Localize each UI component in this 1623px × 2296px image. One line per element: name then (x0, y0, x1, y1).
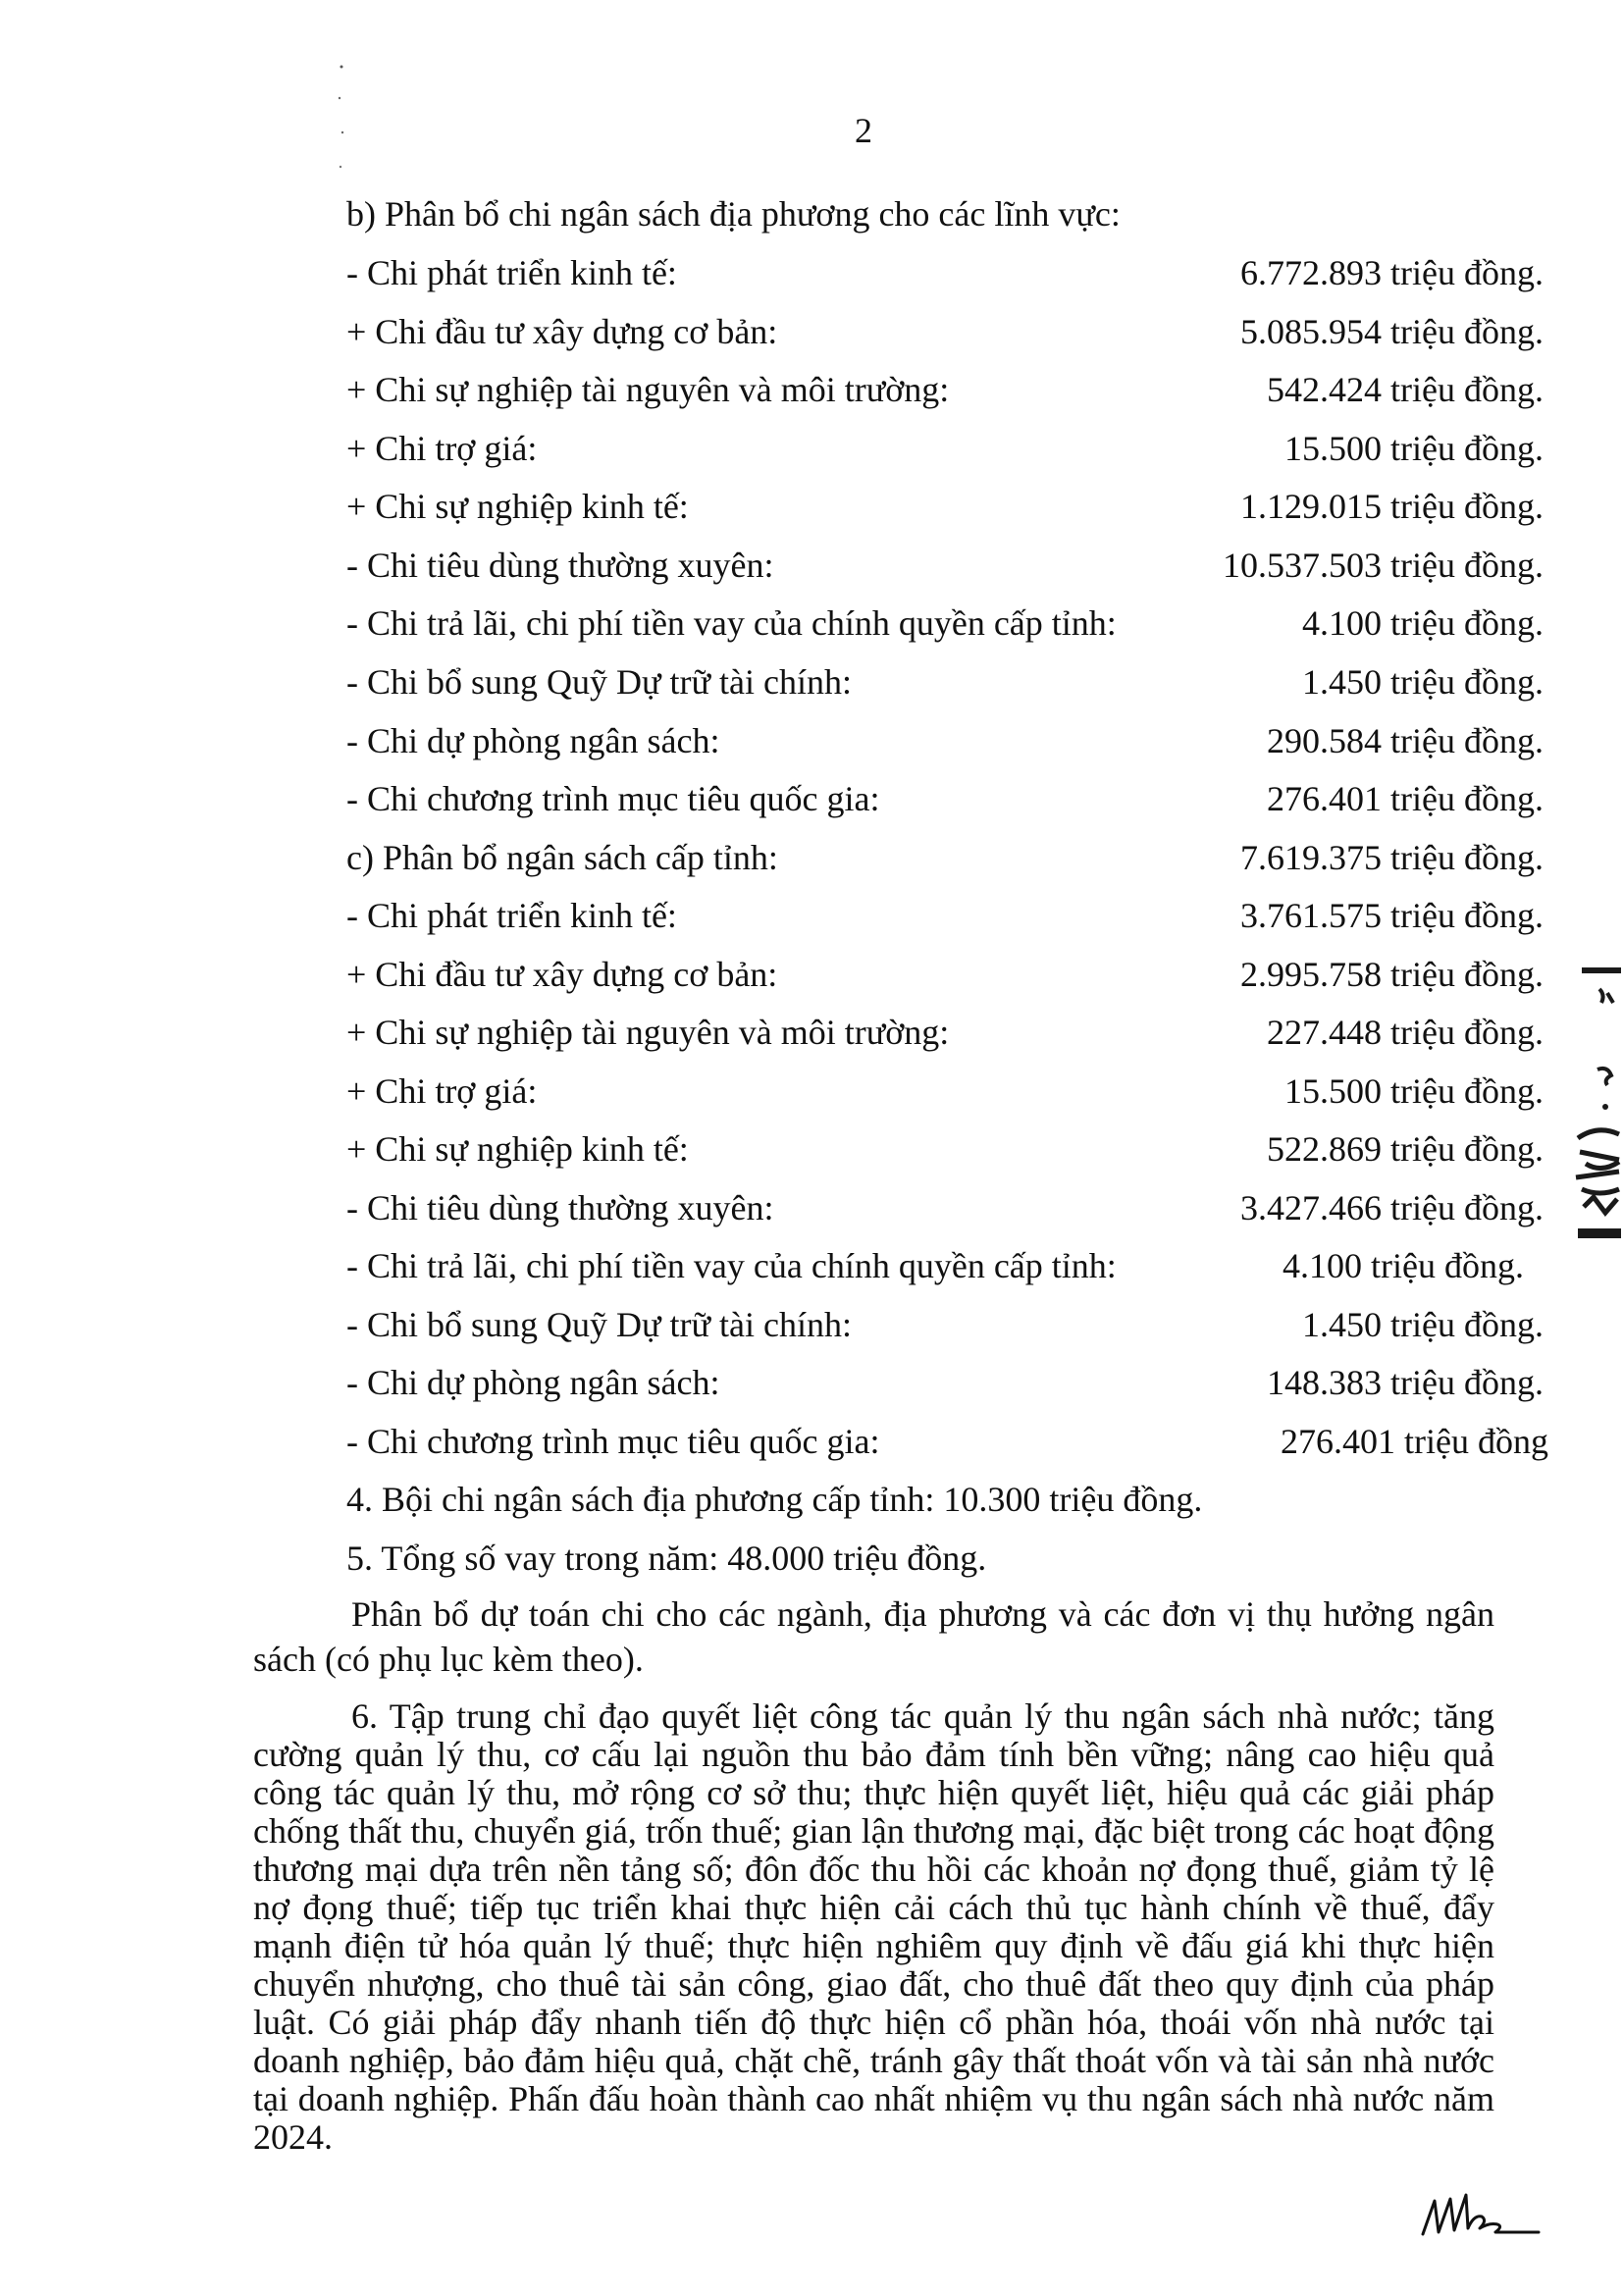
section-b-row (346, 654, 1544, 709)
item-6-paragraph: 6. Tập trung chỉ đạo quyết liệt công tác quản lý thu ngân sách nhà nước; tăng cường quản lý thu, cơ cấu lại nguồn thu bảo đảm tính bền vững; nâng cao hiệu quả công tác quản lý thu, mở rộng cơ sở thu; thực hiện quyết liệt, hiệu quả các giải pháp chống thất thu, chuyển giá, trốn thuế; gian lận thương mại, đặc biệt trong các hoạt động thương mại dựa trên nền tảng số; đôn đốc thu hồi các khoản nợ đọng thuế, giảm tỷ lệ nợ đọng thuế; tiếp tục triển khai thực hiện cải cách thủ tục hành chính về thuế, đẩy mạnh điện tử hóa quản lý thuế; thực hiện nghiêm quy định về đấu giá khi thực hiện chuyển nhượng, cho thuê tài sản công, giao đất, cho thuê đất theo quy định của pháp luật. Có giải pháp đẩy nhanh tiến độ thực hiện cổ phần hóa, thoái vốn nhà nước tại doanh nghiệp, bảo đảm hiệu quả, chặt chẽ, tránh gây thất thoát vốn và tài sản nhà nước tại doanh nghiệp. Phấn đấu hoàn thành cao nhất nhiệm vụ thu ngân sách nhà nước năm 2024. (253, 1696, 1494, 2157)
row-label: - Chi phát triển kinh tế: (346, 896, 677, 935)
row-amount: 148.383 triệu đồng. (1267, 1363, 1544, 1402)
row-amount: 3.761.575 triệu đồng. (1240, 896, 1544, 935)
row-amount: 6.772.893 triệu đồng. (1240, 253, 1544, 292)
row-amount: 290.584 triệu đồng. (1267, 721, 1544, 760)
row-label: + Chi sự nghiệp kinh tế: (346, 1129, 689, 1169)
section-c-row (346, 1122, 1544, 1176)
row-amount: 1.129.015 triệu đồng. (1240, 487, 1544, 526)
section-b-row (346, 713, 1544, 768)
row-label: - Chi phát triển kinh tế: (346, 253, 677, 292)
section-b-row (346, 596, 1544, 651)
section-c-row (346, 1297, 1544, 1352)
allocation-paragraph: Phân bổ dự toán chi cho các ngành, địa phương và các đơn vị thụ hưởng ngân sách (có phụ lục kèm theo). (253, 1594, 1494, 1679)
item-4-deficit: 4. Bội chi ngân sách địa phương cấp tỉnh: 10.300 triệu đồng. (346, 1480, 1203, 1519)
row-amount: 3.427.466 triệu đồng. (1240, 1188, 1544, 1227)
section-c-heading-row (346, 830, 1544, 885)
section-c-row (346, 947, 1544, 1002)
section-c-row (346, 888, 1544, 943)
item-5-borrowing: 5. Tổng số vay trong năm: 48.000 triệu đồng. (346, 1539, 987, 1578)
row-label: + Chi sự nghiệp tài nguyên và môi trường: (346, 370, 950, 409)
section-b-row (346, 479, 1544, 534)
row-label: - Chi bổ sung Quỹ Dự trữ tài chính: (346, 662, 852, 702)
row-label: + Chi đầu tư xây dựng cơ bản: (346, 312, 778, 351)
section-c-row (346, 1355, 1544, 1410)
row-label: - Chi dự phòng ngân sách: (346, 1363, 720, 1402)
row-label: - Chi chương trình mục tiêu quốc gia: (346, 1422, 880, 1461)
row-amount: 2.995.758 triệu đồng. (1240, 955, 1544, 994)
row-label: - Chi tiêu dùng thường xuyên: (346, 546, 774, 585)
section-c-heading: c) Phân bổ ngân sách cấp tỉnh: (346, 838, 778, 877)
section-b-row (346, 421, 1544, 476)
row-amount: 542.424 triệu đồng. (1267, 370, 1544, 409)
row-amount: 1.450 triệu đồng. (1302, 1305, 1544, 1344)
row-label: + Chi trợ giá: (346, 1071, 538, 1111)
row-label: - Chi trả lãi, chi phí tiền vay của chính quyền cấp tỉnh: (346, 1246, 1117, 1285)
page-number: 2 (855, 111, 872, 150)
row-amount: 1.450 triệu đồng. (1302, 662, 1544, 702)
section-c-row (346, 1238, 1524, 1293)
section-b-row (346, 304, 1544, 359)
section-c-row (346, 1064, 1544, 1119)
row-label: - Chi bổ sung Quỹ Dự trữ tài chính: (346, 1305, 852, 1344)
row-label: + Chi đầu tư xây dựng cơ bản: (346, 955, 778, 994)
row-amount: 5.085.954 triệu đồng. (1240, 312, 1544, 351)
row-amount: 276.401 triệu đồng (1281, 1422, 1548, 1461)
row-label: - Chi dự phòng ngân sách: (346, 721, 720, 760)
section-c-row (346, 1414, 1548, 1469)
official-stamp-fragment (1560, 942, 1623, 1266)
handwritten-initials (1413, 2183, 1550, 2252)
section-b-row (346, 538, 1544, 593)
row-label: - Chi trả lãi, chi phí tiền vay của chính quyền cấp tỉnh: (346, 603, 1117, 643)
row-label: + Chi trợ giá: (346, 429, 538, 468)
row-amount: 4.100 triệu đồng. (1302, 603, 1544, 643)
row-label: - Chi tiêu dùng thường xuyên: (346, 1188, 774, 1227)
section-b-row (346, 245, 1544, 300)
row-amount: 15.500 triệu đồng. (1284, 1071, 1544, 1111)
section-c-row (346, 1005, 1544, 1060)
row-amount: 4.100 triệu đồng. (1283, 1246, 1524, 1285)
section-b-row (346, 771, 1544, 826)
row-amount: 522.869 triệu đồng. (1267, 1129, 1544, 1169)
section-b-row (346, 362, 1544, 417)
section-c-row (346, 1180, 1544, 1235)
row-amount: 10.537.503 triệu đồng. (1223, 546, 1544, 585)
row-amount: 276.401 triệu đồng. (1267, 779, 1544, 818)
section-c-heading-amount: 7.619.375 triệu đồng. (1240, 838, 1544, 877)
row-label: + Chi sự nghiệp kinh tế: (346, 487, 689, 526)
row-amount: 15.500 triệu đồng. (1284, 429, 1544, 468)
row-label: + Chi sự nghiệp tài nguyên và môi trường: (346, 1013, 950, 1052)
section-b-heading: b) Phân bổ chi ngân sách địa phương cho các lĩnh vực: (346, 194, 1121, 234)
row-amount: 227.448 triệu đồng. (1267, 1013, 1544, 1052)
row-label: - Chi chương trình mục tiêu quốc gia: (346, 779, 880, 818)
